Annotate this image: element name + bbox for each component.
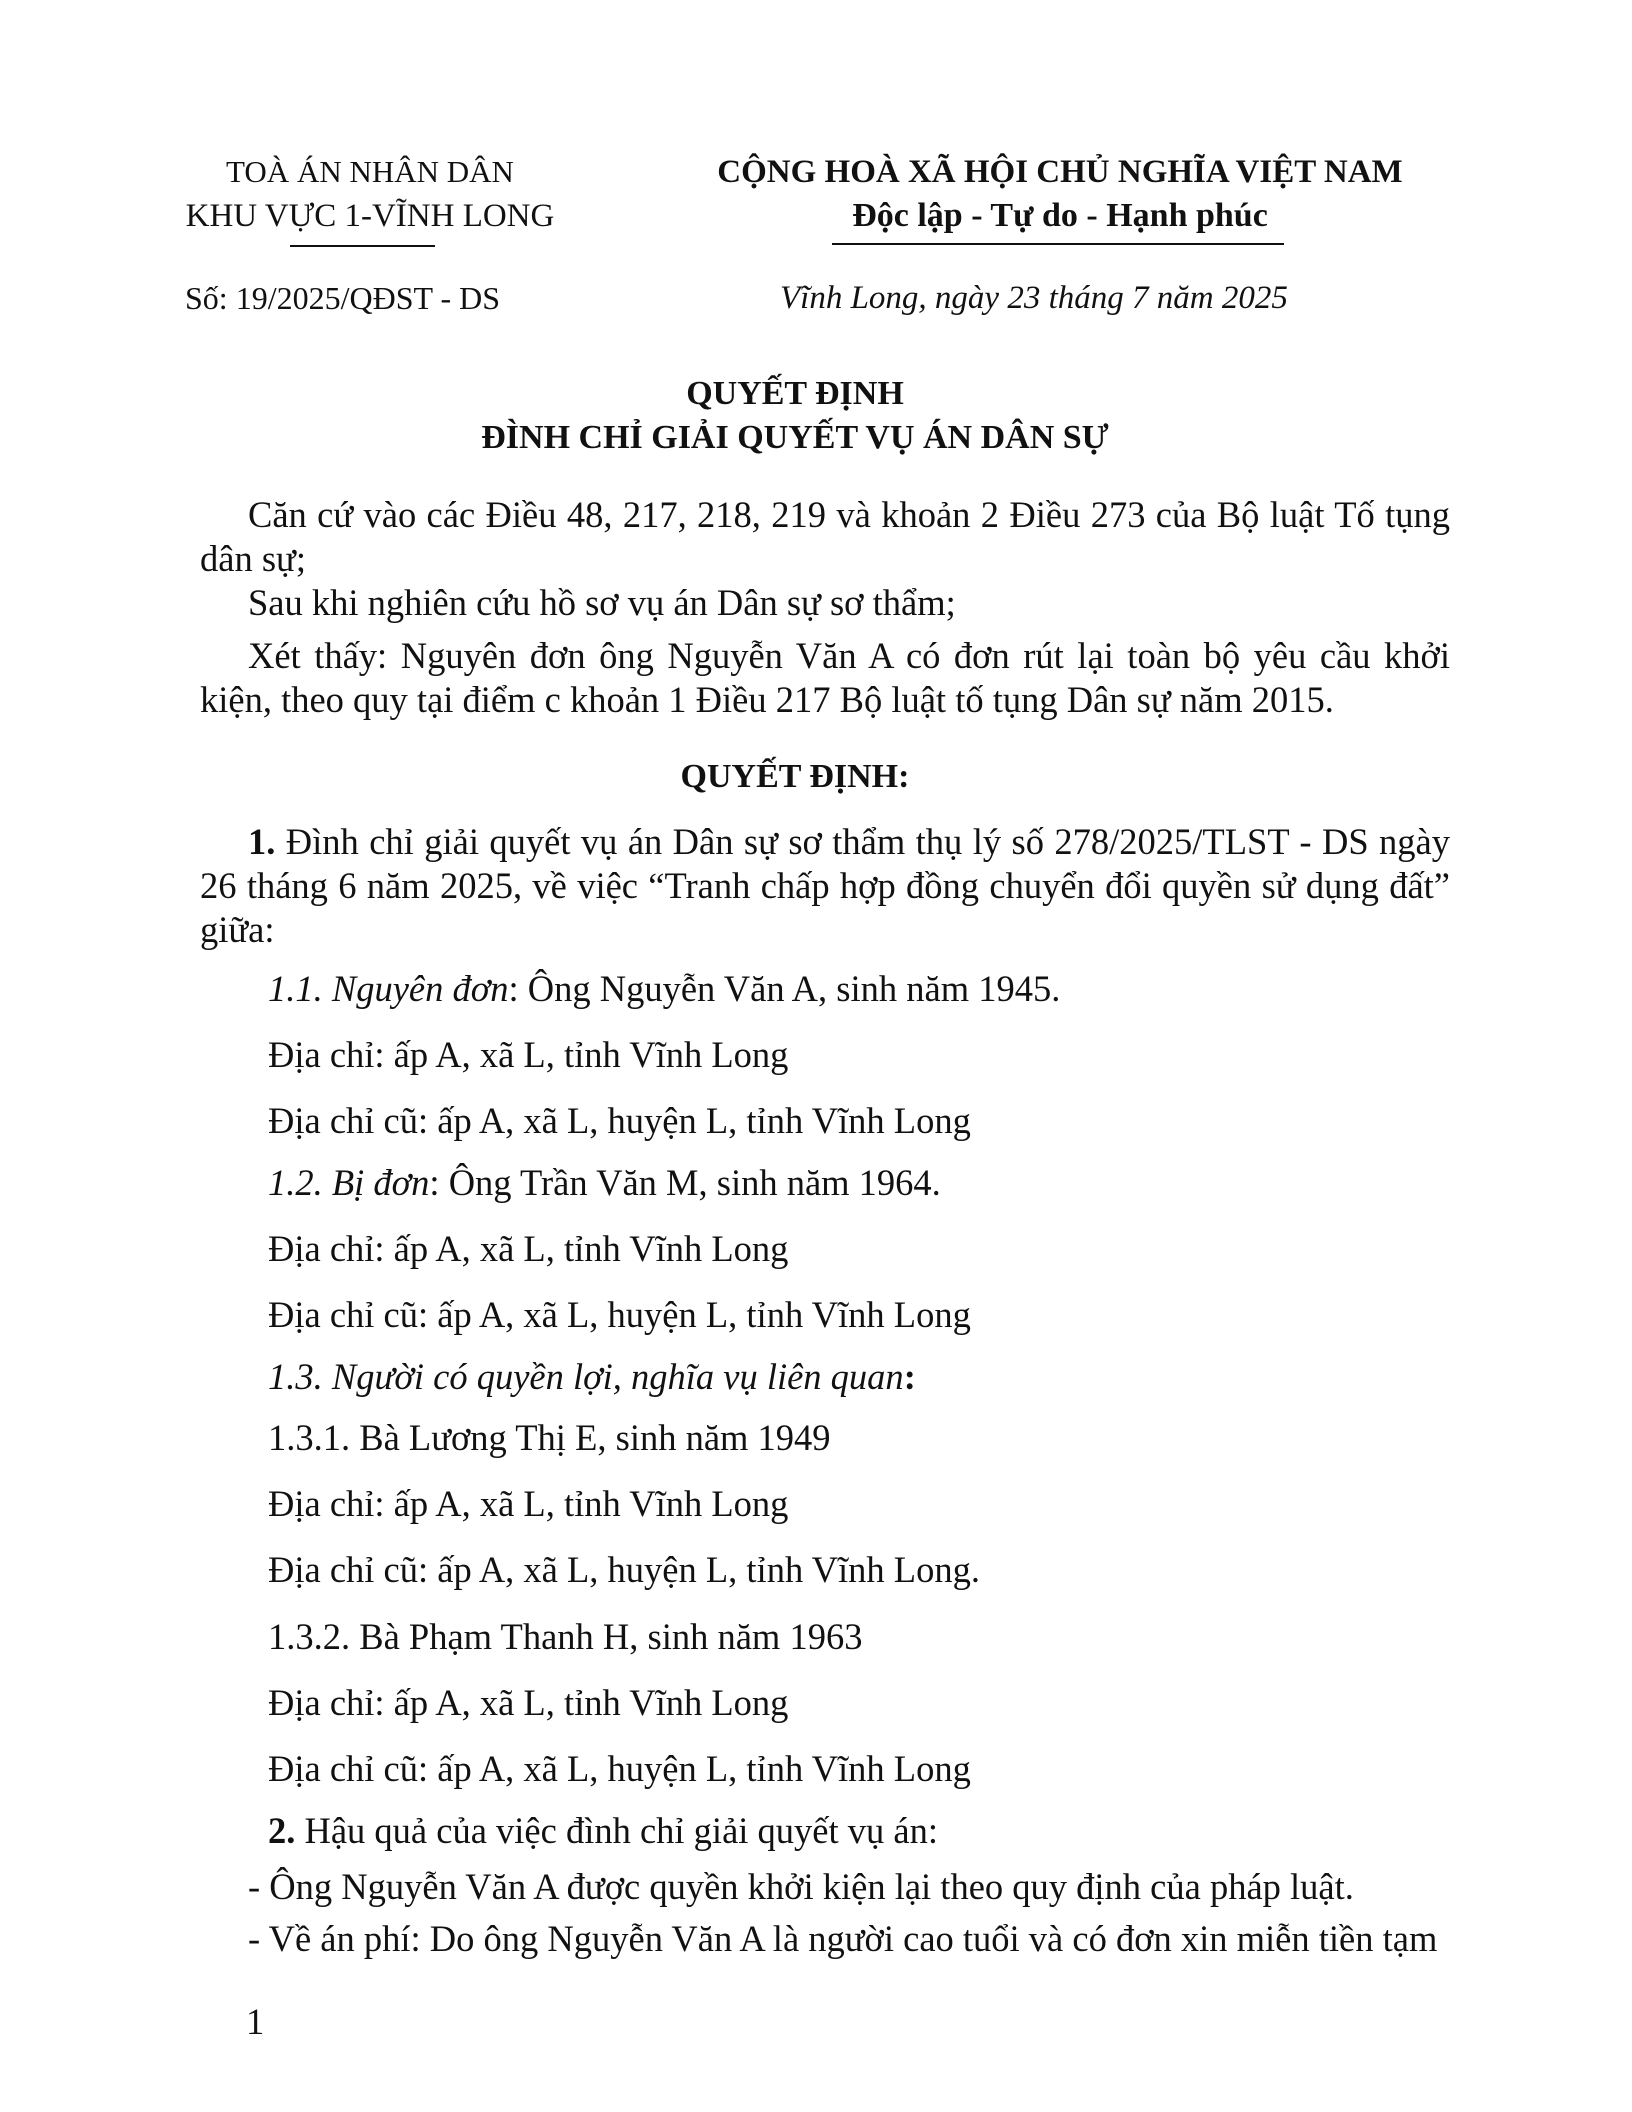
finding-paragraph: Xét thấy: Nguyên đơn ông Nguyễn Văn A có đơn rút lại toàn bộ yêu cầu khởi kiện, theo quy tại điểm c khoản 1 Điều 217 Bộ luật tố tụng Dân sự năm 2015.: [200, 635, 1450, 720]
decision-number: Số: 19/2025/QĐST - DS: [185, 280, 501, 316]
defendant-text: : Ông Trần Văn M, sinh năm 1964.: [429, 1162, 941, 1203]
national-motto-block: [680, 150, 1440, 238]
item2-line: [268, 1809, 938, 1853]
item2-number: 2.: [268, 1810, 296, 1851]
related-party-2: 1.3.2. Bà Phạm Thanh H, sinh năm 1963: [268, 1616, 863, 1657]
item2-text: Hậu quả của việc đình chỉ giải quyết vụ án:: [295, 1810, 938, 1851]
document-title: QUYẾT ĐỊNH: [686, 375, 904, 412]
defendant-address: Địa chỉ: ấp A, xã L, tỉnh Vĩnh Long: [268, 1228, 789, 1269]
place-and-date: Vĩnh Long, ngày 23 tháng 7 năm 2025: [780, 280, 1288, 316]
related-parties-line: [268, 1355, 916, 1399]
item1-number: 1.: [248, 821, 276, 862]
related-party-2-old-address: Địa chỉ cũ: ấp A, xã L, huyện L, tỉnh Vĩnh Long: [268, 1748, 971, 1789]
plaintiff-label: 1.1. Nguyên đơn: [268, 968, 509, 1009]
related-parties-colon: :: [903, 1356, 916, 1397]
consequence-bullet-2: - Về án phí: Do ông Nguyễn Văn A là người cao tuổi và có đơn xin miễn tiền tạm: [248, 1918, 1438, 1959]
plaintiff-text: : Ông Nguyễn Văn A, sinh năm 1945.: [508, 968, 1061, 1009]
related-party-1-address: Địa chỉ: ấp A, xã L, tỉnh Vĩnh Long: [268, 1483, 789, 1524]
defendant-old-address: Địa chỉ cũ: ấp A, xã L, huyện L, tỉnh Vĩnh Long: [268, 1294, 971, 1335]
item1-paragraph: [200, 820, 1450, 952]
related-party-1-old-address: Địa chỉ cũ: ấp A, xã L, huyện L, tỉnh Vĩnh Long.: [268, 1549, 980, 1590]
related-party-1: 1.3.1. Bà Lương Thị E, sinh năm 1949: [268, 1417, 831, 1458]
consequence-bullet-1: - Ông Nguyễn Văn A được quyền khởi kiện lại theo quy định của pháp luật.: [248, 1866, 1354, 1907]
related-parties-label: 1.3. Người có quyền lợi, nghĩa vụ liên quan: [268, 1356, 904, 1397]
item1-text: Đình chỉ giải quyết vụ án Dân sự sơ thẩm thụ lý số 278/2025/TLST - DS ngày 26 tháng 6 năm 2025, về việc “Tranh chấp hợp đồng chuyển đổi quyền sử dụng đất” giữa:: [200, 821, 1450, 950]
court-underline: [290, 245, 435, 247]
legal-basis-paragraph: Căn cứ vào các Điều 48, 217, 218, 219 và khoản 2 Điều 273 của Bộ luật Tố tụng dân sự;: [200, 494, 1450, 579]
court-name-line1: TOÀ ÁN NHÂN DÂN: [226, 154, 514, 189]
review-paragraph: Sau khi nghiên cứu hồ sơ vụ án Dân sự sơ thẩm;: [248, 582, 956, 623]
plaintiff-line: [268, 967, 1060, 1011]
nation-motto: Độc lập - Tự do - Hạnh phúc: [852, 197, 1268, 234]
motto-underline: [832, 243, 1284, 245]
plaintiff-old-address: Địa chỉ cũ: ấp A, xã L, huyện L, tỉnh Vĩnh Long: [268, 1100, 971, 1141]
related-party-2-address: Địa chỉ: ấp A, xã L, tỉnh Vĩnh Long: [268, 1682, 789, 1723]
nation-name: CỘNG HOÀ XÃ HỘI CHỦ NGHĨA VIỆT NAM: [717, 154, 1403, 190]
plaintiff-address: Địa chỉ: ấp A, xã L, tỉnh Vĩnh Long: [268, 1034, 789, 1075]
document-subtitle: ĐÌNH CHỈ GIẢI QUYẾT VỤ ÁN DÂN SỰ: [481, 419, 1109, 456]
court-name-line2: KHU VỰC 1-VĨNH LONG: [185, 198, 555, 234]
defendant-line: [268, 1161, 941, 1205]
court-name-block: [130, 150, 610, 238]
page-number: 1: [246, 2001, 265, 2042]
decision-heading: QUYẾT ĐỊNH:: [680, 758, 910, 795]
defendant-label: 1.2. Bị đơn: [268, 1162, 430, 1203]
